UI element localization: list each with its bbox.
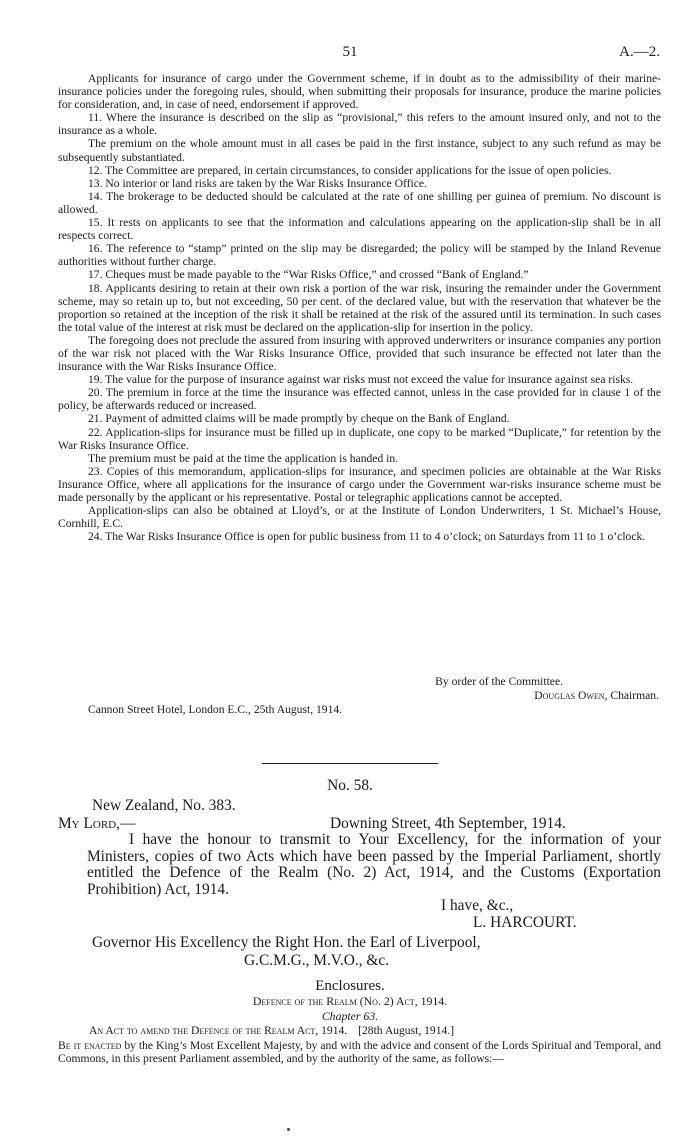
letter-body xyxy=(87,832,661,898)
memo-paragraph: 12. The Committee are prepared, in certain circumstances, to consider applications for the issue of open policies. xyxy=(88,163,612,177)
memo-paragraph: The foregoing does not preclude the assured from insuring with approved underwriters or insurance companies any portion of the war risk not placed with the War Risks Insurance Office, provided that such insurance be effected not later than the insurance with the War Risks Insurance Office. xyxy=(58,333,661,374)
memo-paragraph: 17. Cheques must be made payable to the “War Risks Office,” and crossed “Bank of England.” xyxy=(88,268,529,282)
memorandum-body xyxy=(58,72,661,543)
signatory-name: Douglas Owen, xyxy=(534,689,608,702)
by-order-line: By order of the Committee. xyxy=(435,675,563,688)
letter-body-text: I have the honour to transmit to Your Excellency, for the information of your Ministers, copies of two Acts which have been passed by the Imperial Parliament, shortly entitled the Defence of the Realm (No. 2) Act, 1914, and the Customs (Exportation Prohibition) Act, 1914. xyxy=(87,831,661,898)
memo-paragraph: Application-slips can also be obtained at Lloyd’s, or at the Institute of London Underwriters, 1 St. Michael’s House, Cornhill, E.C. xyxy=(58,504,661,531)
long-title-date: [28th August, 1914.] xyxy=(358,1024,455,1037)
memo-paragraph: 11. Where the insurance is described on the slip as “provisional,” this refers to the amount insured only, and not to the insurance as a whole. xyxy=(58,111,661,138)
memo-paragraph: 23. Copies of this memorandum, application-slips for insurance, and specimen policies are obtainable at the War Risks Insurance Office, where all applications for the insurance of cargo under the Government war-risks insurance scheme must be made personally by the applicant or his representative. Postal or telegraphic applications cannot be accepted. xyxy=(58,464,661,504)
document-reference: A.—2. xyxy=(619,44,660,60)
act-title: Defence of the Realm (No. 2) Act, 1914. xyxy=(252,994,448,1008)
memo-paragraph: 18. Applicants desiring to retain at their own risk a portion of the war risk, insuring the remainder under the Government scheme, may so retain up to, but not exceeding, 50 per cent. of the declared value, but with the reservation that whatever be the proportion so retained at the inception of the risk it shall be retained at the risk of the assured until its termination. In such cases the total value of the interest at risk must be declared on the application-slip for insertion in the policy. xyxy=(58,281,661,334)
print-mark xyxy=(287,1128,290,1131)
section-divider xyxy=(262,763,438,764)
addressee-line-2: G.C.M.G., M.V.O., &c. xyxy=(244,952,390,969)
memo-paragraph: 22. Application-slips for insurance must be filled up in duplicate, one copy to be marked “Duplicate,” for retention by the War Risks Insurance Office. xyxy=(58,425,661,452)
memo-paragraph: Applicants for insurance of cargo under the Government scheme, if in doubt as to the admissibility of their marine-insurance policies under the foregoing rules, should, when submitting their proposals for insurance, produce the marine policies for consideration, and, in case of need, endorsement if approved. xyxy=(58,72,661,112)
memo-paragraph: 14. The brokerage to be deducted should be calculated at the rate of one shilling per guinea of premium. No discount is allowed. xyxy=(58,189,661,216)
act-long-title xyxy=(89,1024,454,1037)
memo-paragraph: The premium must be paid at the time the application is handed in. xyxy=(88,451,399,465)
page-number: 51 xyxy=(342,44,358,60)
act-chapter: Chapter 63. xyxy=(321,1009,379,1023)
letter-place-date: Downing Street, 4th September, 1914. xyxy=(330,815,566,832)
memo-paragraph: 16. The reference to “stamp” printed on the slip may be disregarded; the policy will be stamped by the Inland Revenue authorities without further charge. xyxy=(58,242,661,269)
memo-paragraph: 21. Payment of admitted claims will be made promptly by cheque on the Bank of England. xyxy=(88,412,510,426)
salutation: My Lord,— xyxy=(58,815,136,832)
signatory-title: Chairman. xyxy=(610,689,659,702)
enacting-clause xyxy=(58,1039,661,1065)
letter-signature: L. HARCOURT. xyxy=(473,914,577,931)
memo-paragraph: The premium on the whole amount must in all cases be paid in the first instance, subject to any such refund as may be subsequently substantiated. xyxy=(58,137,661,164)
memo-place-date: Cannon Street Hotel, London E.C., 25th August, 1914. xyxy=(88,703,343,716)
enacting-lead: Be it enacted xyxy=(58,1039,122,1052)
memo-signature xyxy=(58,689,661,702)
memo-paragraph: 13. No interior or land risks are taken by the War Risks Insurance Office. xyxy=(88,176,427,190)
enacting-text: by the King’s Most Excellent Majesty, by and with the advice and consent of the Lords Spiritual and Temporal, and Commons, in this present Parliament assembled, and by the authority of the same, as follows:— xyxy=(58,1039,661,1066)
memo-paragraph: 24. The War Risks Insurance Office is open for public business from 11 to 4 o’clock; on Saturdays from 11 to 1 o’clock. xyxy=(88,530,646,544)
dispatch-reference: New Zealand, No. 383. xyxy=(92,797,236,814)
letter-number: No. 58. xyxy=(327,777,373,794)
long-title-text: An Act to amend the Defence of the Realm Act, 1914. xyxy=(89,1024,348,1037)
letter-closing: I have, &c., xyxy=(441,897,514,914)
enclosures-heading: Enclosures. xyxy=(315,978,385,994)
memo-paragraph: 19. The value for the purpose of insurance against war risks must not exceed the value for insurance against sea risks. xyxy=(88,373,634,387)
memo-paragraph: 15. It rests on applicants to see that the information and calculations appearing on the application-slip shall be in all respects correct. xyxy=(58,216,661,243)
addressee-line-1: Governor His Excellency the Right Hon. the Earl of Liverpool, xyxy=(92,934,481,951)
memo-paragraph: 20. The premium in force at the time the insurance was effected cannot, unless in the case provided for in clause 1 of the policy, be afterwards reduced or increased. xyxy=(58,386,661,413)
